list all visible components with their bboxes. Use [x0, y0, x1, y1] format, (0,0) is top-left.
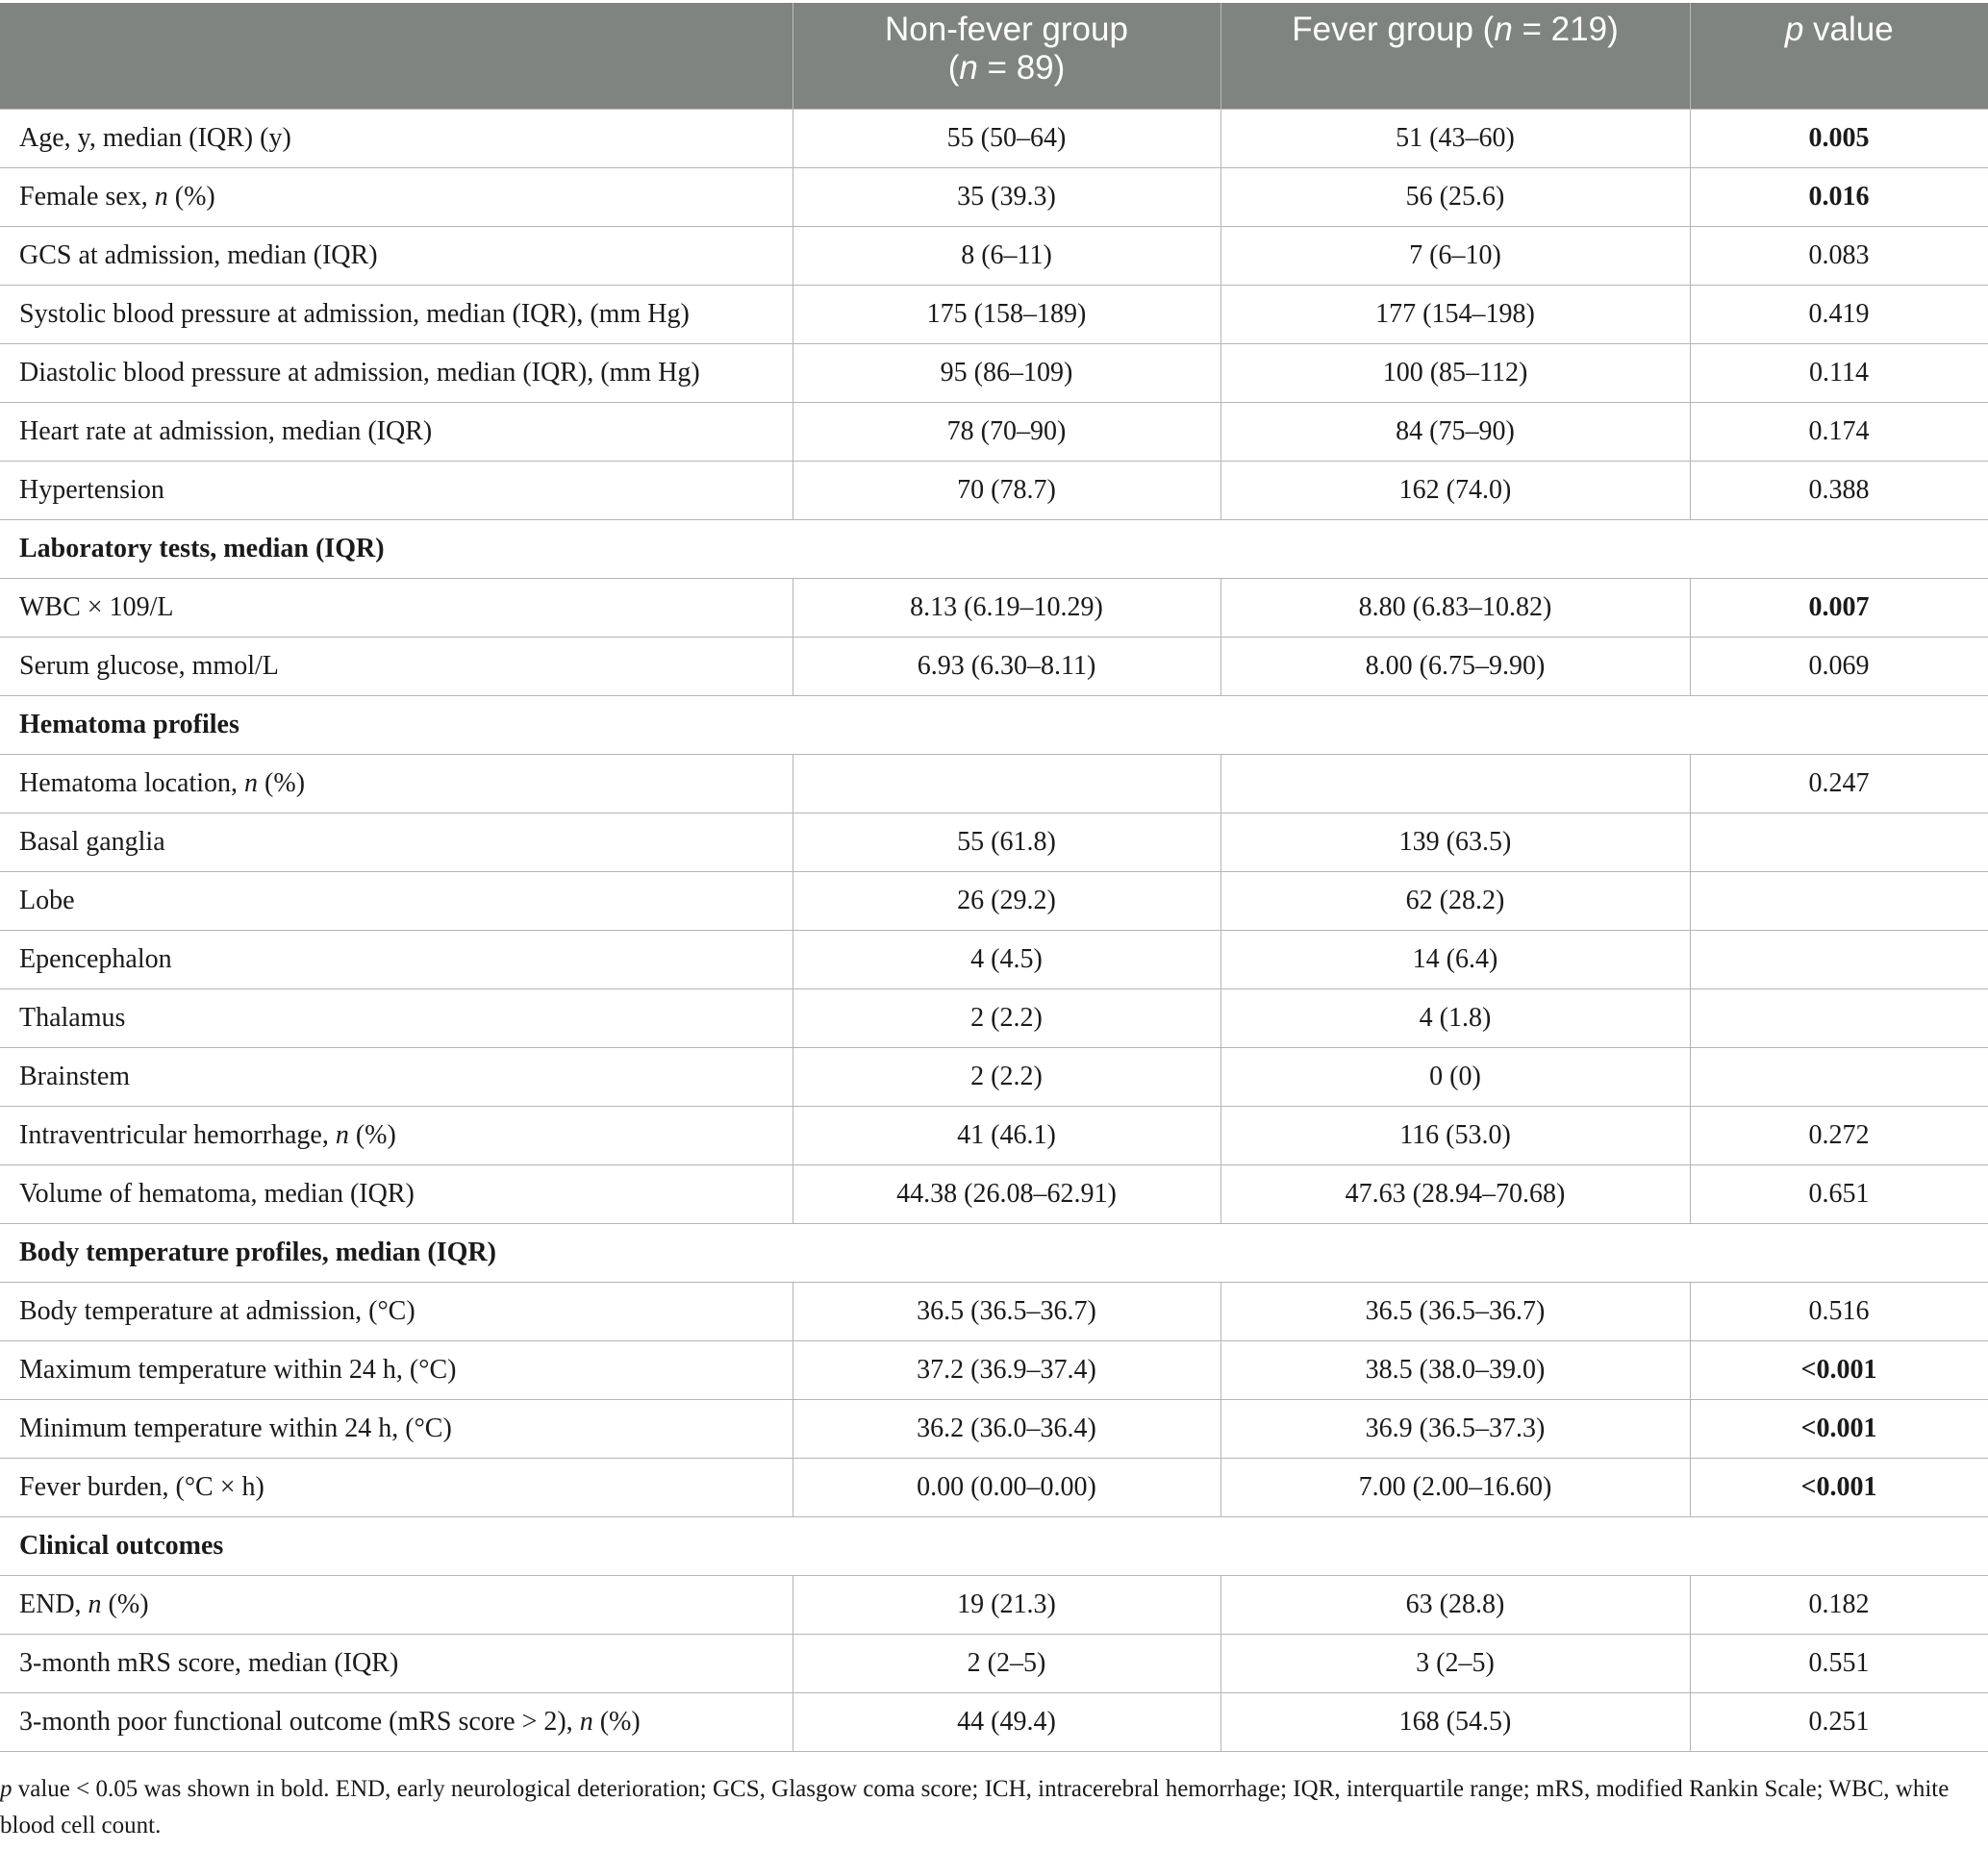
header-fever-title: Fever group (	[1292, 11, 1495, 48]
table-row	[0, 1399, 1988, 1458]
row-label-n-var: n	[154, 181, 168, 212]
fever-value: 3 (2–5)	[1220, 1634, 1690, 1692]
section-title: Laboratory tests, median (IQR)	[0, 519, 1988, 578]
row-label-n-var: n	[335, 1119, 349, 1150]
fever-value: 14 (6.4)	[1220, 930, 1690, 988]
p-value	[1690, 813, 1988, 871]
table-row	[0, 1340, 1988, 1399]
p-value: 0.419	[1690, 285, 1988, 343]
nonfever-value: 44 (49.4)	[793, 1692, 1220, 1751]
table-row	[0, 637, 1988, 695]
row-label-text: Female sex,	[19, 181, 155, 212]
row-label-n-var: n	[244, 767, 259, 798]
nonfever-value: 2 (2.2)	[793, 1047, 1220, 1106]
table-row	[0, 578, 1988, 637]
row-label-text: Intraventricular hemorrhage,	[19, 1119, 336, 1150]
p-value: 0.114	[1690, 343, 1988, 402]
row-label: Basal ganglia	[0, 813, 793, 871]
header-fever-n: n	[1494, 11, 1513, 48]
table-row	[0, 226, 1988, 285]
table-row	[0, 930, 1988, 988]
p-value: 0.247	[1690, 754, 1988, 813]
p-value: 0.651	[1690, 1164, 1988, 1223]
p-value: <0.001	[1690, 1458, 1988, 1516]
nonfever-value: 19 (21.3)	[793, 1575, 1220, 1634]
row-label-suffix: (%)	[167, 181, 215, 212]
row-label-suffix: (%)	[348, 1119, 396, 1150]
row-label: Serum glucose, mmol/L	[0, 637, 793, 695]
row-label-text: Hematoma location,	[19, 767, 245, 798]
section-header-row	[0, 519, 1988, 578]
p-value: 0.182	[1690, 1575, 1988, 1634]
table-row	[0, 1282, 1988, 1340]
row-label	[0, 167, 793, 226]
fever-value: 8.80 (6.83–10.82)	[1220, 578, 1690, 637]
fever-value: 36.9 (36.5–37.3)	[1220, 1399, 1690, 1458]
fever-value: 4 (1.8)	[1220, 988, 1690, 1047]
p-value	[1690, 988, 1988, 1047]
table-row	[0, 461, 1988, 519]
row-label: Heart rate at admission, median (IQR)	[0, 402, 793, 461]
row-label: Hypertension	[0, 461, 793, 519]
nonfever-value: 37.2 (36.9–37.4)	[793, 1340, 1220, 1399]
row-label: Brainstem	[0, 1047, 793, 1106]
fever-value: 62 (28.2)	[1220, 871, 1690, 930]
row-label: Epencephalon	[0, 930, 793, 988]
table-row	[0, 871, 1988, 930]
fever-value: 51 (43–60)	[1220, 109, 1690, 167]
nonfever-value: 55 (50–64)	[793, 109, 1220, 167]
nonfever-value: 95 (86–109)	[793, 343, 1220, 402]
nonfever-value	[793, 754, 1220, 813]
nonfever-value: 78 (70–90)	[793, 402, 1220, 461]
table-row	[0, 402, 1988, 461]
fever-value: 8.00 (6.75–9.90)	[1220, 637, 1690, 695]
table-row	[0, 1692, 1988, 1751]
header-fever-column	[1220, 3, 1690, 109]
p-value: 0.007	[1690, 578, 1988, 637]
nonfever-value: 2 (2.2)	[793, 988, 1220, 1047]
header-nonfever-count: = 89)	[977, 49, 1066, 87]
fever-value: 139 (63.5)	[1220, 813, 1690, 871]
table-header	[0, 3, 1988, 109]
nonfever-value: 36.5 (36.5–36.7)	[793, 1282, 1220, 1340]
section-title: Body temperature profiles, median (IQR)	[0, 1223, 1988, 1282]
p-value	[1690, 871, 1988, 930]
table-row	[0, 1458, 1988, 1516]
section-header-row	[0, 1223, 1988, 1282]
fever-value: 0 (0)	[1220, 1047, 1690, 1106]
table-row	[0, 285, 1988, 343]
table-row	[0, 1164, 1988, 1223]
nonfever-value: 35 (39.3)	[793, 167, 1220, 226]
p-value: 0.083	[1690, 226, 1988, 285]
table-row	[0, 1106, 1988, 1164]
header-p-rest: value	[1803, 11, 1894, 48]
table-row	[0, 813, 1988, 871]
nonfever-value: 4 (4.5)	[793, 930, 1220, 988]
p-value: 0.016	[1690, 167, 1988, 226]
fever-value: 47.63 (28.94–70.68)	[1220, 1164, 1690, 1223]
nonfever-value: 44.38 (26.08–62.91)	[793, 1164, 1220, 1223]
row-label-suffix: (%)	[101, 1588, 149, 1619]
row-label	[0, 754, 793, 813]
header-nonfever-column: Non-fever group (n = 89)	[793, 3, 1220, 109]
header-nonfever-n: n	[959, 49, 978, 87]
row-label-suffix: (%)	[592, 1706, 641, 1737]
fever-value: 84 (75–90)	[1220, 402, 1690, 461]
table-row	[0, 988, 1988, 1047]
nonfever-value: 8.13 (6.19–10.29)	[793, 578, 1220, 637]
nonfever-value: 26 (29.2)	[793, 871, 1220, 930]
row-label	[0, 1692, 793, 1751]
row-label: Fever burden, (°C × h)	[0, 1458, 793, 1516]
table-row	[0, 343, 1988, 402]
baseline-characteristics-table	[0, 3, 1988, 1752]
fever-value: 7 (6–10)	[1220, 226, 1690, 285]
p-value	[1690, 930, 1988, 988]
header-p-column	[1690, 3, 1988, 109]
row-label	[0, 1575, 793, 1634]
nonfever-value: 8 (6–11)	[793, 226, 1220, 285]
row-label: Maximum temperature within 24 h, (°C)	[0, 1340, 793, 1399]
fever-value: 36.5 (36.5–36.7)	[1220, 1282, 1690, 1340]
fever-value: 162 (74.0)	[1220, 461, 1690, 519]
fever-value: 116 (53.0)	[1220, 1106, 1690, 1164]
row-label: 3-month mRS score, median (IQR)	[0, 1634, 793, 1692]
fever-value	[1220, 754, 1690, 813]
row-label: Age, y, median (IQR) (y)	[0, 109, 793, 167]
p-value: 0.251	[1690, 1692, 1988, 1751]
p-value: 0.551	[1690, 1634, 1988, 1692]
section-header-row	[0, 695, 1988, 754]
row-label-text: 3-month poor functional outcome (mRS score > 2),	[19, 1706, 580, 1737]
table-row	[0, 1634, 1988, 1692]
header-label-column	[0, 3, 793, 109]
table-row	[0, 167, 1988, 226]
row-label: Lobe	[0, 871, 793, 930]
table-row	[0, 109, 1988, 167]
row-label: WBC × 109/L	[0, 578, 793, 637]
section-title: Clinical outcomes	[0, 1516, 1988, 1575]
p-value: 0.516	[1690, 1282, 1988, 1340]
p-value: <0.001	[1690, 1399, 1988, 1458]
row-label: Body temperature at admission, (°C)	[0, 1282, 793, 1340]
footnote-p-var: p	[0, 1776, 13, 1802]
fever-value: 168 (54.5)	[1220, 1692, 1690, 1751]
row-label-suffix: (%)	[258, 767, 306, 798]
fever-value: 63 (28.8)	[1220, 1575, 1690, 1634]
nonfever-value: 70 (78.7)	[793, 461, 1220, 519]
row-label-n-var: n	[88, 1588, 102, 1619]
row-label-n-var: n	[579, 1706, 593, 1737]
nonfever-value: 6.93 (6.30–8.11)	[793, 637, 1220, 695]
row-label: Minimum temperature within 24 h, (°C)	[0, 1399, 793, 1458]
header-nonfever-title: Non-fever group	[885, 11, 1128, 48]
p-value: 0.388	[1690, 461, 1988, 519]
section-title: Hematoma profiles	[0, 695, 1988, 754]
p-value: 0.069	[1690, 637, 1988, 695]
nonfever-value: 0.00 (0.00–0.00)	[793, 1458, 1220, 1516]
row-label: Systolic blood pressure at admission, median (IQR), (mm Hg)	[0, 285, 793, 343]
fever-value: 56 (25.6)	[1220, 167, 1690, 226]
nonfever-value: 41 (46.1)	[793, 1106, 1220, 1164]
footnote-text: value < 0.05 was shown in bold. END, early neurological deterioration; GCS, Glasgow coma score; ICH, intracerebral hemorrhage; IQR, interquartile range; mRS, modified Rankin Scale; WBC, white blood cell count.	[0, 1776, 1950, 1838]
nonfever-value: 175 (158–189)	[793, 285, 1220, 343]
fever-value: 177 (154–198)	[1220, 285, 1690, 343]
table-body	[0, 109, 1988, 1751]
row-label: Volume of hematoma, median (IQR)	[0, 1164, 793, 1223]
fever-value: 100 (85–112)	[1220, 343, 1690, 402]
table-row	[0, 1047, 1988, 1106]
table-row	[0, 754, 1988, 813]
row-label	[0, 1106, 793, 1164]
p-value: 0.174	[1690, 402, 1988, 461]
header-row	[0, 3, 1988, 109]
fever-value: 38.5 (38.0–39.0)	[1220, 1340, 1690, 1399]
nonfever-value: 36.2 (36.0–36.4)	[793, 1399, 1220, 1458]
p-value: <0.001	[1690, 1340, 1988, 1399]
row-label: Thalamus	[0, 988, 793, 1047]
header-p-var: p	[1784, 11, 1804, 48]
row-label: Diastolic blood pressure at admission, median (IQR), (mm Hg)	[0, 343, 793, 402]
p-value: 0.272	[1690, 1106, 1988, 1164]
p-value: 0.005	[1690, 109, 1988, 167]
fever-value: 7.00 (2.00–16.60)	[1220, 1458, 1690, 1516]
nonfever-value: 55 (61.8)	[793, 813, 1220, 871]
row-label-text: END,	[19, 1588, 88, 1619]
header-fever-count: = 219)	[1512, 11, 1619, 48]
section-header-row	[0, 1516, 1988, 1575]
table-footnote	[0, 1771, 1972, 1844]
nonfever-value: 2 (2–5)	[793, 1634, 1220, 1692]
p-value	[1690, 1047, 1988, 1106]
row-label: GCS at admission, median (IQR)	[0, 226, 793, 285]
table-row	[0, 1575, 1988, 1634]
